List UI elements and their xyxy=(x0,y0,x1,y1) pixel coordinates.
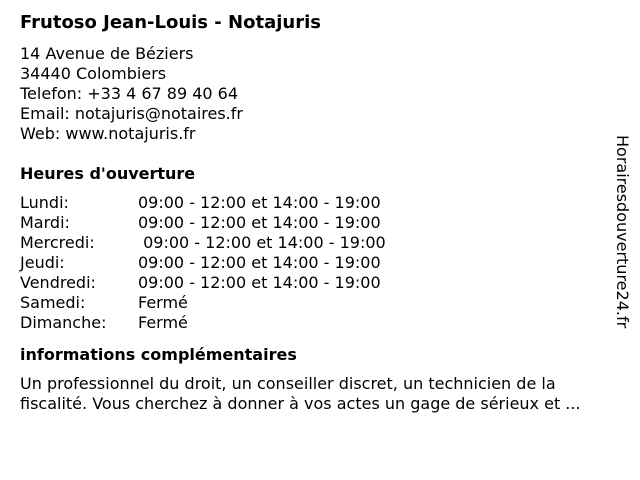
day-label: Samedi: xyxy=(20,293,86,312)
day-hours: 09:00 - 12:00 et 14:00 - 19:00 xyxy=(138,253,381,272)
contact-block xyxy=(20,44,620,144)
street-address: 14 Avenue de Béziers xyxy=(20,44,194,63)
day-hours: 09:00 - 12:00 et 14:00 - 19:00 xyxy=(138,193,381,212)
day-hours: 09:00 - 12:00 et 14:00 - 19:00 xyxy=(138,233,386,252)
day-label: Jeudi: xyxy=(20,253,65,272)
day-label: Mercredi: xyxy=(20,233,95,252)
day-hours: 09:00 - 12:00 et 14:00 - 19:00 xyxy=(138,273,381,292)
day-hours: Fermé xyxy=(138,293,188,312)
day-hours: Fermé xyxy=(138,313,188,332)
hours-row-friday xyxy=(20,273,620,293)
day-hours: 09:00 - 12:00 et 14:00 - 19:00 xyxy=(138,213,381,232)
business-name: Frutoso Jean-Louis - Notajuris xyxy=(20,12,321,33)
day-label: Mardi: xyxy=(20,213,70,232)
day-label: Vendredi: xyxy=(20,273,96,292)
city-address: 34440 Colombiers xyxy=(20,64,167,83)
day-label: Dimanche: xyxy=(20,313,107,332)
email-address: Email: notajuris@notaires.fr xyxy=(20,104,243,123)
hours-row-thursday xyxy=(20,253,620,273)
info-description xyxy=(20,374,630,414)
hours-row-tuesday xyxy=(20,213,620,233)
hours-row-monday xyxy=(20,193,620,213)
website: Web: www.notajuris.fr xyxy=(20,124,196,143)
business-card xyxy=(20,0,620,414)
info-line: fiscalité. Vous cherchez à donner à vos actes un gage de sérieux et ... xyxy=(20,394,581,413)
hours-row-sunday xyxy=(20,313,620,333)
hours-row-saturday xyxy=(20,293,620,313)
opening-hours-table xyxy=(20,193,620,333)
watermark-text: Horairesdouverture24.fr xyxy=(613,135,632,329)
hours-row-wednesday xyxy=(20,233,620,253)
info-heading: informations complémentaires xyxy=(20,345,297,364)
info-line: Un professionnel du droit, un conseiller discret, un technicien de la xyxy=(20,374,556,393)
phone-number: Telefon: +33 4 67 89 40 64 xyxy=(20,84,239,103)
hours-heading: Heures d'ouverture xyxy=(20,164,196,183)
day-label: Lundi: xyxy=(20,193,69,212)
